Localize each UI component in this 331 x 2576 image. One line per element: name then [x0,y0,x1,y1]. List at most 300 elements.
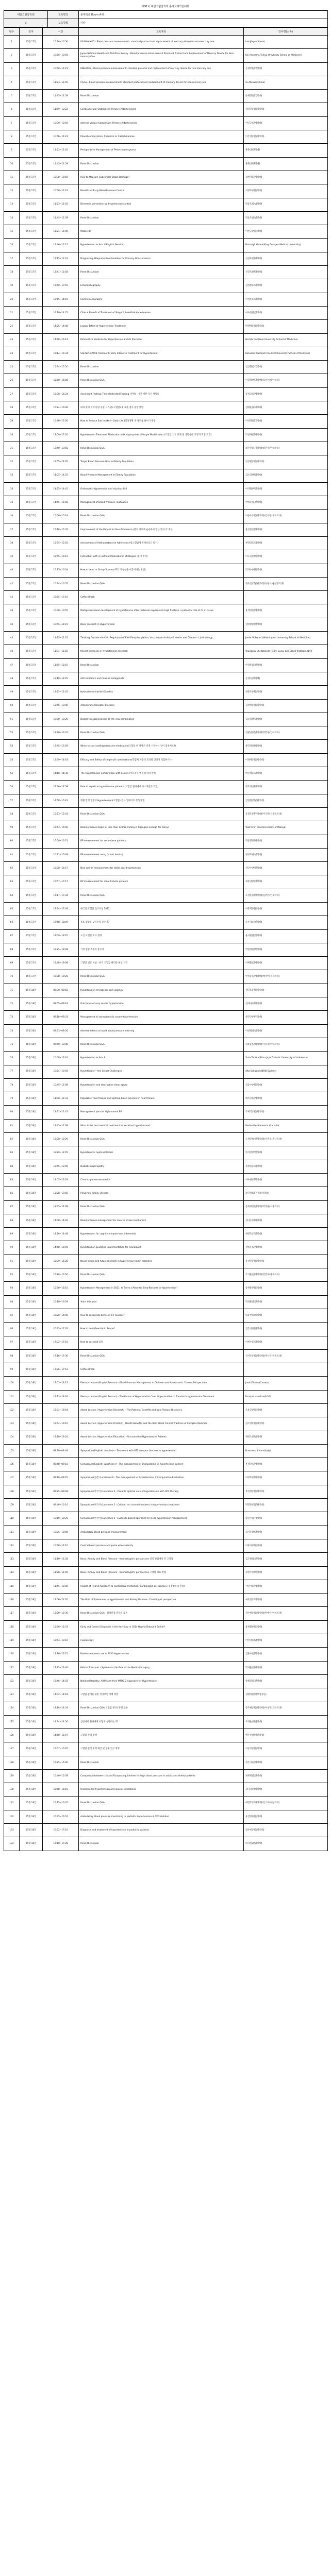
cell-time: 08:48~09:10 [43,1458,79,1471]
cell-time: 12:45~13:00 [43,699,79,713]
cell-title: Panel Discussion Q&A [79,510,244,523]
cell-speaker: - [244,1363,328,1377]
cell-speaker: Yuda Turana(Atma Jaya Catholic University of Indonesia) [244,1052,328,1065]
cell-time: 16:52~17:10 [43,1824,79,1837]
cell-no: 29 [4,415,20,428]
cell-title: What is the best medical treatment for resistant hypertension? [79,1119,244,1132]
cell-no: 47 [4,658,20,672]
table-row [4,686,328,699]
cell-no: 89 [4,1228,20,1241]
cell-no: 131 [4,1797,20,1810]
cell-time: 13:05~13:28 [43,1173,79,1187]
table-row [4,1512,328,1526]
cell-time: 11:21~11:46 [43,225,79,239]
cell-time: 11:31~11:45 [43,1106,79,1119]
cell-title: 고혈압 진료 지침 - 한국 고혈압 관리와 최신 지견 [79,957,244,970]
cell-time: 13:40~13:55 [43,442,79,455]
cell-no: 15 [4,225,20,239]
cell-no: 123 [4,1688,20,1702]
table-row [4,1309,328,1322]
cell-no: 39 [4,550,20,564]
cell-no: 85 [4,1173,20,1187]
cell-time: 18:09~18:25 [43,929,79,943]
cell-date: 05월 18일 [20,1607,43,1620]
cell-time: 12:25~12:45 [43,686,79,699]
cell-title: KNHANES - Blood pressure measurement: standard protocol and replacement of mercury device for non-mercury one [79,62,244,76]
cell-speaker: 이은정(가톨릭의대) [244,130,328,144]
cell-speaker: 유한결(가톨릭의대) [244,1485,328,1498]
cell-no: 30 [4,428,20,442]
cell-time: 11:45~12:06 [43,1580,79,1593]
cell-title: Panel Discussion Q&A - 심장신장 전문의 토론 [79,1607,244,1620]
cell-time: 09:10~09:25 [43,1471,79,1485]
table-row [4,62,328,76]
document-title: 제91차 대한고혈압학회 춘계국제학술대회 [142,5,189,8]
cell-time: 12:53~13:10 [43,1634,79,1648]
cell-title: Novel issues and future research in hypertensive brain disorders [79,1255,244,1268]
table-row [4,144,328,157]
cell-date: 05월 17일 [20,36,43,49]
table-row [4,374,328,387]
cell-time: 09:18~09:33 [43,1011,79,1024]
table-row [4,957,328,970]
cell-no: 24 [4,347,20,360]
cell-speaker: 문주현(가톨릭의대)/이성민(고려의대) [244,1702,328,1715]
cell-date: 05월 17일 [20,496,43,510]
cell-no: 104 [4,1431,20,1444]
cell-date: 05월 17일 [20,821,43,835]
cell-no: 74 [4,1024,20,1038]
cell-speaker: 오상훈(경상의대)/김영민(인제의대) [244,889,328,902]
cell-date: 05월 18일 [20,1499,43,1512]
cell-time: 15:09~15:28 [43,1255,79,1268]
cell-speaker: 이동건(서울의대) [244,1742,328,1756]
table-row [4,1092,328,1106]
cell-time: 16:00~16:21 [43,835,79,848]
cell-date: 05월 18일 [20,1214,43,1227]
table-row [4,455,328,469]
cell-date: 05월 18일 [20,1241,43,1255]
table-row [4,1756,328,1769]
cell-date: 05월 17일 [20,171,43,184]
cell-time: 12:20~12:36 [43,1607,79,1620]
table-row [4,1471,328,1485]
cell-date: 05월 17일 [20,726,43,740]
cell-date: 05월 17일 [20,781,43,794]
cell-speaker: 배소연(연세의대) [244,1092,328,1106]
cell-title: Aldosterone Receptor Blockers [79,699,244,713]
cell-time: 18:34~18:54 [43,1403,79,1417]
cell-no: 27 [4,387,20,401]
cell-no: 69 [4,957,20,970]
cell-title: Hydrochlorothiazide Diuretics [79,686,244,699]
cell-speaker: 신진호(한양의대) [244,252,328,265]
cell-time: 14:36~14:58 [43,781,79,794]
cell-speaker: 이성훈(고려의대) [244,293,328,306]
header-title: 교육제목 [79,28,244,36]
cell-title: BP measurement for renal fistulas patients [79,875,244,889]
cell-date: 05월 17일 [20,374,43,387]
cell-speaker: Francesca Cicero(Italy) [244,1444,328,1458]
cell-time: 16:21~16:38 [43,848,79,861]
table-row [4,1282,328,1295]
cell-time: 14:34~14:50 [43,1715,79,1728]
cell-time: 10:30~10:56 [43,116,79,130]
cell-title: Recent advances in hypertension research [79,645,244,658]
table-row [4,401,328,415]
table-row [4,550,328,564]
cell-date: 05월 17일 [20,225,43,239]
cell-no: 1 [4,36,20,49]
cell-no: 86 [4,1187,20,1200]
cell-speaker: 박동호(충남의대) [244,198,328,211]
cell-no: 32 [4,455,20,469]
cell-date: 05월 18일 [20,1485,43,1498]
cell-title: Panel Discussion [79,1756,244,1769]
cell-title: Ambulatory blood pressure monitoring in pediatric hypertension & CKD children [79,1810,244,1823]
cell-date: 05월 17일 [20,577,43,590]
cell-no: 66 [4,916,20,929]
cell-no: 56 [4,781,20,794]
name-value: 춘계학술 Room A-G [79,11,328,19]
cell-time: 19:10~19:24 [43,1431,79,1444]
cell-no: 22 [4,320,20,333]
cell-time: 12:06~12:20 [43,1594,79,1607]
cell-speaker: 이현규(서울의대) [244,225,328,239]
table-row [4,1295,328,1309]
cell-speaker: 송민규(아주의대) [244,1011,328,1024]
cell-speaker: 조민석(대구가톨릭의대) [244,1187,328,1200]
cell-time: 13:25~13:46 [43,1661,79,1674]
cell-time: 15:58~16:15 [43,1783,79,1797]
cell-title: Echocardiography [79,279,244,293]
table-row [4,794,328,807]
table-row [4,1241,328,1255]
table-row [4,1674,328,1688]
cell-title: Retinal Transport - Systems in the Role of the Medical Imaging [79,1661,244,1674]
cell-title: Adverse effects of rapid blood pressure lowering [79,1024,244,1038]
cell-speaker: 홍준(한양의대) [244,157,328,171]
cell-speaker: 조하늘(한림의대) [244,1715,328,1728]
program-table [4,27,328,1851]
cell-speaker: 박진석(고려의대) [244,767,328,781]
cell-date: 05월 18일 [20,1092,43,1106]
cell-speaker: 이강호(경희의대) [244,1471,328,1485]
table-row [4,1634,328,1648]
cell-no: 115 [4,1580,20,1593]
cell-no: 113 [4,1553,20,1566]
cell-time: 14:05~14:25 [43,469,79,482]
cell-title: Panel Discussion Q&A [79,807,244,821]
cell-time: 12:36~12:53 [43,1620,79,1634]
table-row [4,1363,328,1377]
table-row [4,510,328,523]
table-row [4,1146,328,1160]
cell-title: Symposium(English) Luncheon - Treatment with AT1 receptor blockers in hypertension [79,1444,244,1458]
cell-date: 05월 18일 [20,1255,43,1268]
table-row [4,361,328,374]
cell-time: 19:08~19:25 [43,970,79,984]
cell-date: 05월 18일 [20,1837,43,1851]
cell-no: 57 [4,794,20,807]
table-row [4,903,328,916]
header-no: 횟수 [4,28,20,36]
table-row [4,442,328,455]
cell-speaker: 홍성민(연세의대) [244,604,328,618]
table-row [4,1797,328,1810]
cell-date: 05월 17일 [20,686,43,699]
cell-date: 05월 18일 [20,1363,43,1377]
cell-no: 20 [4,293,20,306]
cell-no: 79 [4,1092,20,1106]
cell-date: 05월 17일 [20,753,43,767]
cell-speaker: 송재훈(서울의대) [244,1282,328,1295]
table-row [4,1133,328,1146]
table-row [4,875,328,889]
cell-date: 05월 17일 [20,455,43,469]
cell-date: 05월 17일 [20,62,43,76]
cell-date: 05월 18일 [20,1539,43,1552]
cell-title: Symposium(한국어) Luncheon 4 - Towards optimal care of hypertension with SPC therapy [79,1485,244,1498]
cell-speaker: 김도현(울산의대) [244,1553,328,1566]
cell-title: Blood Pressure Management in Elderly Population [79,469,244,482]
cell-speaker: 오지훈(인제의대)/강민수(충북의대) [244,1268,328,1282]
cell-speaker: Stefan Pierdomenico (Canada) [244,1119,328,1132]
cell-no: 45 [4,632,20,645]
table-row [4,1228,328,1241]
cell-title: 노인 고혈압 치료 전략 [79,929,244,943]
header-speaker: 강사명(소속) [244,28,328,36]
cell-speaker: 김태영(건강보험공단) [244,1688,328,1702]
cell-time: 10:30~10:55 [43,604,79,618]
cell-date: 05월 17일 [20,442,43,455]
cell-title: US MAMMED - Blood pressure measurement: standard protocol and replacement of mercury device for non-mercury one [79,36,244,49]
cell-no: 13 [4,198,20,211]
cell-time: 15:18~15:35 [43,523,79,536]
cell-time: 10:30~10:56 [43,36,79,49]
cell-title: Target Blood Pressure Goal in Elderly Population [79,455,244,469]
cell-time: 13:45~13:59 [43,740,79,753]
cell-title: Diagnosing &Reproducible Guideline for Primary Aldosteronism [79,252,244,265]
cell-no: 14 [4,211,20,225]
cell-speaker: Youngsuk Oh(National Heart, Lung, and Blood Institute, NIH) [244,645,328,658]
table-row [4,428,328,442]
cell-speaker: 정태오(영남의대) [244,1431,328,1444]
cell-no: 92 [4,1268,20,1282]
cell-date: 05월 17일 [20,320,43,333]
cell-speaker: 손재민(단국의대) [244,62,328,76]
cell-no: 33 [4,469,20,482]
cell-title: Dementia prevention by hypertension control [79,198,244,211]
cell-title: Panel Discussion Q&A(고혈압 관리) 정책 토론 [79,1702,244,1715]
cell-speaker: 조윤진(서울의대) [244,1403,328,1417]
table-row [4,130,328,144]
cell-speaker: 이승우(가톨릭의대)/김지원(경희의대) [244,510,328,523]
cell-speaker: 정은지(연세의대) [244,1756,328,1769]
table-row [4,1431,328,1444]
cell-speaker: 박지수(서울의대) [244,564,328,577]
cell-date: 05월 18일 [20,1458,43,1471]
cell-no: 34 [4,482,20,496]
cell-date: 05월 17일 [20,835,43,848]
table-row [4,211,328,225]
table-row [4,1580,328,1593]
cell-title: Ascendant Fasting: Time-Restricted Feeding (전략) - 시간 제한 식사 방법들 [79,387,244,401]
cell-no: 93 [4,1282,20,1295]
table-row [4,889,328,902]
cell-time: 14:18~14:36 [43,767,79,781]
cell-date: 05월 18일 [20,1295,43,1309]
cell-title: Panel Discussion Q&A [79,726,244,740]
cell-no: 95 [4,1309,20,1322]
cell-time: 10:08~10:24 [43,1052,79,1065]
cell-no: 120 [4,1648,20,1661]
table-row [4,469,328,482]
cell-no: 108 [4,1485,20,1498]
cell-no: 28 [4,401,20,415]
cell-no: 78 [4,1078,20,1092]
cell-title: Blood pressure target of less than 130/80 mmHg in high goal enough for many? [79,821,244,835]
cell-date: 05월 18일 [20,1810,43,1823]
cell-date: 05월 18일 [20,1715,43,1728]
table-row [4,577,328,590]
cell-date: 05월 17일 [20,184,43,198]
cell-no: 51 [4,713,20,726]
cell-no: 121 [4,1661,20,1674]
cell-time: 16:45~17:02 [43,1323,79,1336]
cell-date: 05월 18일 [20,997,43,1011]
cell-speaker: 최우진(고려의대) [244,1594,328,1607]
cell-title: Pheochromocytoma: Chemical or Catecholamine [79,130,244,144]
cell-speaker: 이정애(가톨릭의대) [244,753,328,767]
cell-date: 05월 17일 [20,713,43,726]
cell-speaker: 이현수(고려의대) [244,1336,328,1349]
cell-title: Chronic glomerulonephritis [79,1173,244,1187]
cell-date: 05월 18일 [20,1594,43,1607]
cell-speaker: 홍성진(연세의대) [244,523,328,536]
cell-speaker: 이도진(경북의대) [244,550,328,564]
cell-no: 19 [4,279,20,293]
table-row [4,252,328,265]
cell-speaker: Javier Robador (Washington University School of Medicine) [244,632,328,645]
cell-speaker: 김병철(경상의대) [244,618,328,631]
cell-no: 102 [4,1403,20,1417]
table-row [4,1770,328,1783]
table-row [4,767,328,781]
cell-title: Panel Discussion Q&A [79,970,244,984]
cell-title: Outcomes of very severe hypertension [79,997,244,1011]
cell-speaker: 윤상민(가톨릭의대) [244,1255,328,1268]
cell-date: 05월 17일 [20,929,43,943]
cell-no: 61 [4,848,20,861]
table-row [4,536,328,550]
table-row [4,279,328,293]
cell-time: 16:29~16:45 [43,1309,79,1322]
cell-date: 05월 17일 [20,699,43,713]
cell-title: Population heart failure and optimal blood pressure in heart failure [79,1092,244,1106]
cell-time: 16:55~17:10 [43,591,79,604]
table-row [4,293,328,306]
cell-title: The Role of Eplerenone in Hypertension and Kidney Disease - Cardiologist perspective [79,1594,244,1607]
cell-title: Thinking Outside the Cell: Regulation of ENA Phosphorylation, Vasculature Activity & Health and Disease - Lipid biology [79,632,244,645]
cell-speaker: 최재혁(울산의대) [244,1770,328,1783]
cell-title: Management plan for high normal BP [79,1106,244,1119]
cell-time: 11:23~11:45 [43,198,79,211]
cell-no: 31 [4,442,20,455]
cell-date: 05월 17일 [20,116,43,130]
cell-no: 129 [4,1770,20,1783]
cell-title: Carotid sonography [79,293,244,306]
cell-date: 05월 17일 [20,361,43,374]
cell-no: 63 [4,875,20,889]
cell-title: Panel Discussion Q&A [79,1038,244,1051]
cell-speaker: 김성현(고려의대) [244,279,328,293]
cell-time: 15:35~15:55 [43,536,79,550]
table-row [4,943,328,956]
cell-title: 임상에서 환자에게 어떻게 설명하는가? [79,1715,244,1728]
table-row [4,929,328,943]
cell-title: Award Lecture (Hypertension Education) - Uncontrolled Hypertensive Patients [79,1431,244,1444]
table-row [4,1444,328,1458]
cell-speaker: 임상현(가톨릭의대) [244,455,328,469]
cell-time: 11:45~11:59 [43,211,79,225]
cell-date: 05월 18일 [20,1661,43,1674]
cell-title: Panel Discussion Q&A [79,577,244,590]
cell-time: 18:13~18:34 [43,1390,79,1403]
cell-title: How to cooperate between CV courses? [79,1309,244,1322]
cell-title: Panel Discussion Q&A [79,374,244,387]
cell-speaker: 김광남(전남의대)/강민정(인하의대) [244,726,328,740]
cell-date: 05월 17일 [20,415,43,428]
cell-time: 11:59~12:22 [43,103,79,116]
cell-no: 118 [4,1620,20,1634]
cell-no: 109 [4,1499,20,1512]
cell-time: 14:25~14:45 [43,482,79,496]
cell-no: 25 [4,361,20,374]
cell-title: BP measurement for very obese patients [79,835,244,848]
cell-date: 05월 17일 [20,672,43,685]
cell-time: 10:24~10:45 [43,1065,79,1078]
cell-time: 11:08~11:31 [43,1092,79,1106]
cell-time: 17:34~17:48 [43,903,79,916]
table-row [4,1837,328,1851]
cell-title: Clinical Benefit of Treatment of Stage 1, Low-Risk Hypertension [79,306,244,319]
cell-speaker: 김영권(가톨릭의대) [244,103,328,116]
cell-speaker: 유진영(서울의대) [244,1810,328,1823]
cell-time: 11:15~11:31 [43,632,79,645]
cell-title: Perioperative Management of Pheochromocytoma [79,144,244,157]
cell-time: 16:38~16:57 [43,862,79,875]
cell-time: 15:50~16:08 [43,374,79,387]
cell-time: 14:50~15:07 [43,1729,79,1742]
cell-speaker: 정성호(충남의대) [244,848,328,861]
cell-speaker: 박승민(경희의대) [244,835,328,848]
cell-speaker: Narsingh Verma(King Georges Medical University) [244,239,328,252]
cell-title: Panel Discussion [79,211,244,225]
cell-time: 11:45~11:59 [43,157,79,171]
cell-date: 05월 18일 [20,1770,43,1783]
cell-no: 105 [4,1444,20,1458]
cell-speaker: - [244,591,328,604]
info-table [4,10,328,27]
table-row [4,1038,328,1051]
cell-speaker: 한지민(부산의대) [244,1146,328,1160]
cell-title: Award Lecture (Hypertension Practice) - Health Benefits and the Real World Clinical Practices of Complex Medicine [79,1417,244,1431]
cell-no: 112 [4,1539,20,1552]
cell-speaker: 배수진(질병관리청) [244,1729,328,1742]
cell-title: The Hypertension Combination with aspirin (아스피린 병용 환자의 관리) [79,767,244,781]
cell-title: New way of measurement for white coat hypertension [79,862,244,875]
